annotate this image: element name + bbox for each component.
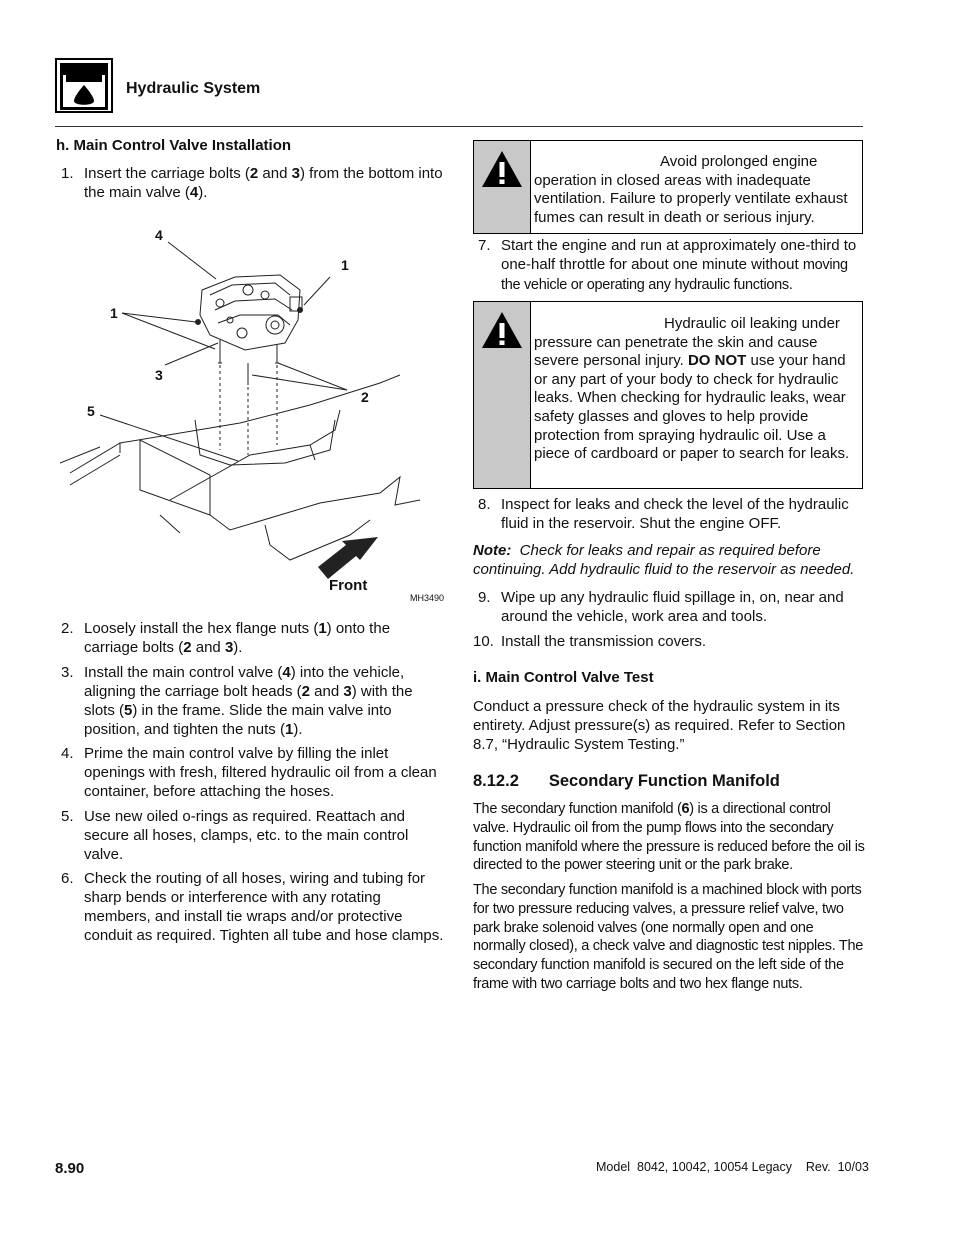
step-text: Insert the carriage bolts (2 and 3) from the bottom into the main valve (4). <box>84 165 443 201</box>
warning-triangle-icon <box>480 310 524 350</box>
step-number: 10. <box>473 633 494 650</box>
step-number: 2. <box>61 620 74 637</box>
header-title: Hydraulic System <box>126 80 261 97</box>
hydraulic-drop-icon <box>60 63 108 110</box>
callout-1-left: 1 <box>110 305 118 321</box>
step-number: 4. <box>61 745 74 762</box>
step-number: 3. <box>61 664 74 681</box>
warning-sidebar <box>474 302 531 488</box>
test-paragraph: Conduct a pressure check of the hydraulic system in its entirety. Adjust pressure(s) as required. Refer to Section 8.7, “Hydraulic System Testing.” <box>473 698 846 753</box>
callout-3: 3 <box>155 367 163 383</box>
step-number: 8. <box>478 496 491 513</box>
warning-box-exhaust <box>473 140 863 234</box>
section-h-heading: h. Main Control Valve Installation <box>56 137 292 154</box>
header-rule <box>55 126 863 127</box>
step-number: 5. <box>61 808 74 825</box>
manifold-paragraph-2: The secondary function manifold is a machined block with ports for two pressure reducing valves, a pressure relief valve, two park brake solenoid valves (one normally open and one normally closed), a check valve and diagnostic test nipples. The secondary function manifold is secured on the left side of the frame with two carriage bolts and two hex flange nuts. <box>473 882 863 992</box>
step-text: Install the transmission covers. <box>501 633 707 650</box>
callout-4: 4 <box>155 227 163 243</box>
step-text: Check the routing of all hoses, wiring and tubing for sharp bends or interference with any rotating members, and install tie wraps and/or protective conduit as required. Tighten all tube and hose clamps. <box>84 870 444 944</box>
section-8-12-2-heading: 8.12.2 Secondary Function Manifold <box>473 772 780 790</box>
warning-text: Hydraulic oil leaking under pressure can penetrate the skin and cause severe personal injury. DO NOT use your hand or any part of your body to check for hydraulic leaks. When checking for hydraulic leaks, wear safety glasses and gloves to help provide protection from spraying hydraulic oil. Use a piece of cardboard or paper to search for leaks. <box>534 315 850 463</box>
callout-5: 5 <box>87 403 95 419</box>
warning-sidebar <box>474 141 531 233</box>
front-arrow-icon <box>318 537 378 579</box>
step-text: Loosely install the hex flange nuts (1) onto the carriage bolts (2 and 3). <box>84 620 391 656</box>
step-text: Inspect for leaks and check the level of the hydraulic fluid in the reservoir. Shut the engine OFF. <box>501 496 849 532</box>
step-text: Wipe up any hydraulic fluid spillage in, on, near and around the vehicle, work area and tools. <box>501 589 844 625</box>
callout-2: 2 <box>361 389 369 405</box>
hydraulic-system-logo <box>55 58 113 113</box>
note: Note: Check for leaks and repair as required before continuing. Add hydraulic fluid to the reservoir as needed. <box>473 542 855 578</box>
manifold-paragraph-1: The secondary function manifold (6) is a directional control valve. Hydraulic oil from the pump flows into the secondary function manifold where the pressure is reduced before the oil is directed to the power steering unit or the park brake. <box>473 801 865 874</box>
step-number: 1. <box>61 165 74 182</box>
step-text: Start the engine and run at approximately one-third to one-half throttle for about one minute without moving the vehicle or operating any hydraulic functions. <box>501 237 857 293</box>
section-i-heading: i. Main Control Valve Test <box>473 669 654 686</box>
callout-1-right: 1 <box>341 257 349 273</box>
step-text: Use new oiled o-rings as required. Reattach and secure all hoses, clamps, etc. to the main control valve. <box>84 808 409 863</box>
valve-diagram <box>60 215 450 607</box>
step-number: 7. <box>478 237 491 254</box>
main-valve-installation-figure <box>60 215 450 607</box>
page-number: 8.90 <box>55 1160 85 1177</box>
step-number: 9. <box>478 589 491 606</box>
step-text: Install the main control valve (4) into the vehicle, aligning the carriage bolt heads (2 and 3) with the slots (5) in the frame. Slide the main valve into position, and tighten the nuts (1). <box>84 664 413 738</box>
step-text: Prime the main control valve by filling the inlet openings with fresh, filtered hydraulic oil from a clean container, before attaching the hoses. <box>84 745 437 800</box>
step-number: 6. <box>61 870 74 887</box>
warning-text: Avoid prolonged engine operation in closed areas with inadequate ventilation. Failure to properly ventilate exhaust fumes can result in death or serious injury. <box>534 153 848 226</box>
figure-id: MH3490 <box>410 593 445 603</box>
warning-triangle-icon <box>480 149 524 189</box>
front-label: Front <box>329 577 368 594</box>
footer-model-rev: Model 8042, 10042, 10054 Legacy Rev. 10/03 <box>596 1160 869 1174</box>
warning-box-hydraulic-leak <box>473 301 863 489</box>
